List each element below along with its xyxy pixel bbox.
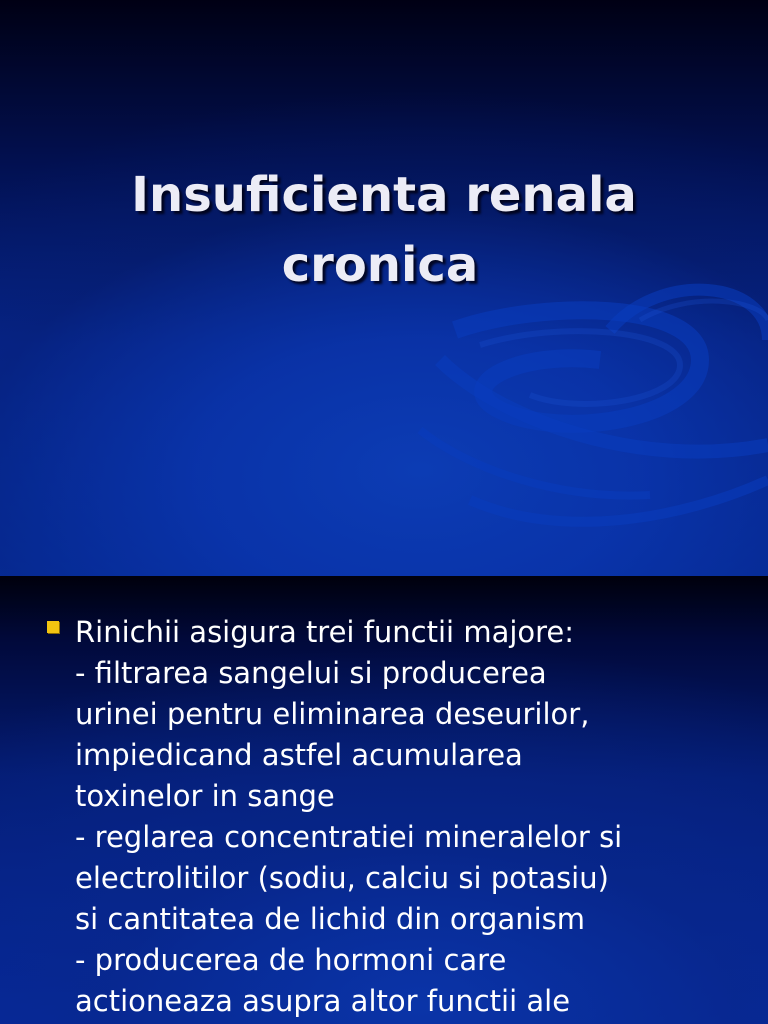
slide-title <box>40 160 728 300</box>
bullet-text-line: electrolitilor (sodiu, calciu si potasiu) <box>75 861 609 895</box>
bullet-text-line: toxinelor in sange <box>75 779 335 813</box>
slide-title-line: cronica <box>281 237 479 293</box>
square-bullet-icon <box>47 621 59 633</box>
bullet-text-line: urinei pentru eliminarea deseurilor, <box>75 697 590 731</box>
bullet-text-line: - filtrarea sangelui si producerea <box>75 656 547 690</box>
bullet-text-line: - producerea de hormoni care <box>75 943 507 977</box>
bullet-text-line: - reglarea concentratiei mineralelor si <box>75 820 623 854</box>
bullet-text <box>75 612 745 1022</box>
bullet-text-line: impiedicand astfel acumularea <box>75 738 523 772</box>
slide-title-line: Insuficienta renala <box>131 167 637 223</box>
content-slide <box>0 576 768 1024</box>
bullet-text-line: Rinichii asigura trei functii majore: <box>75 615 575 649</box>
bullet-text-line: actioneaza asupra altor functii ale <box>75 984 571 1018</box>
bullet-text-line: si cantitatea de lichid din organism <box>75 902 586 936</box>
